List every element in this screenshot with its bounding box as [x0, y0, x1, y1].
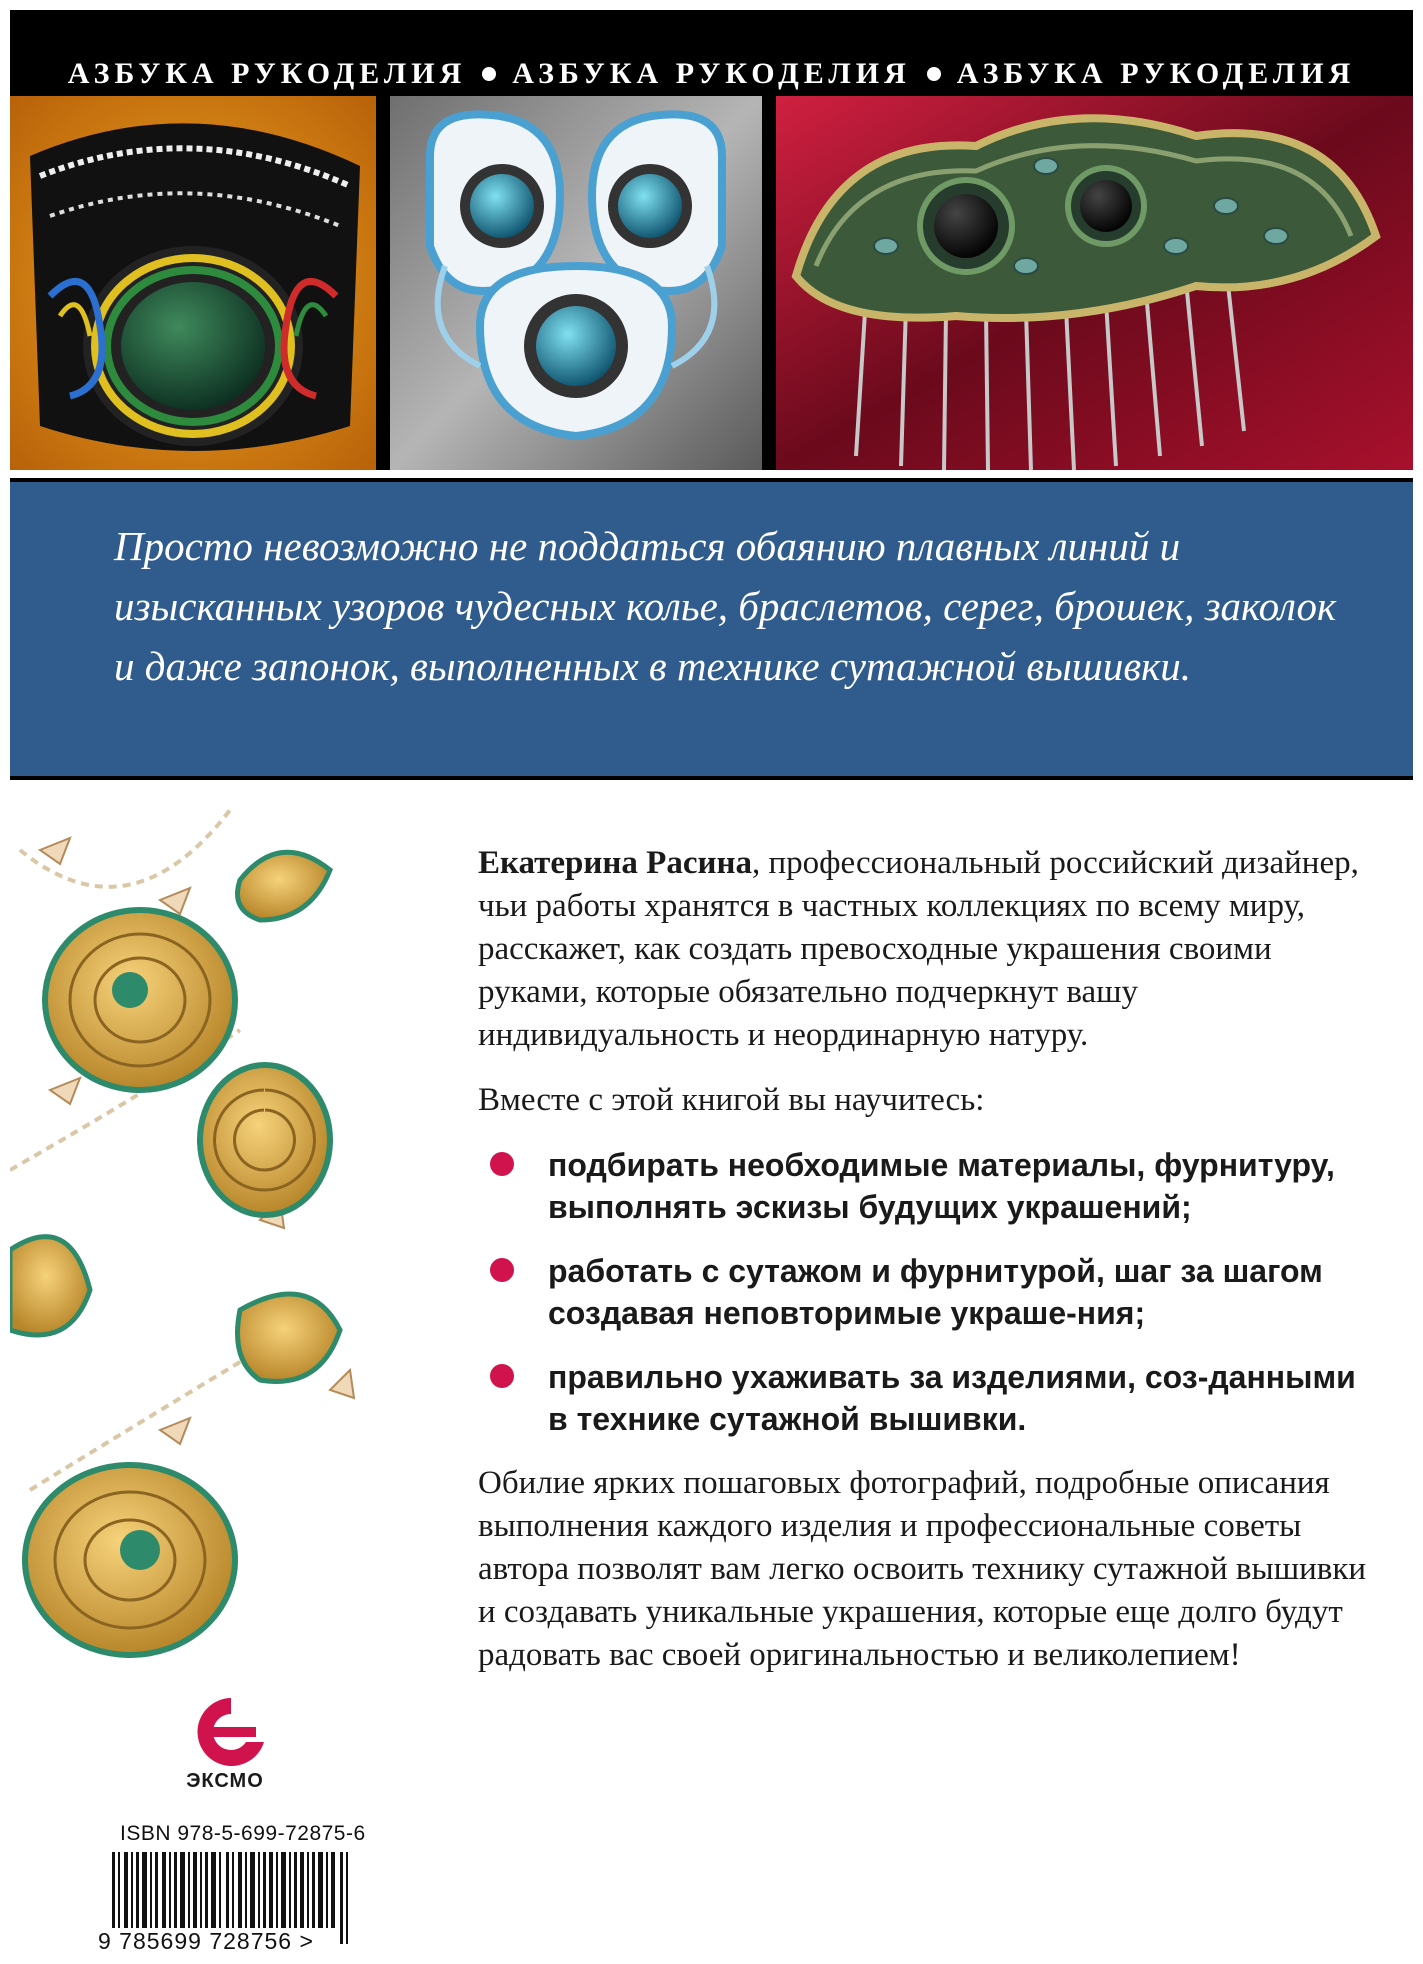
author-paragraph — [478, 842, 1378, 1057]
series-title-1: АЗБУКА РУКОДЕЛИЯ — [67, 57, 467, 90]
eksmo-logo-icon — [176, 1692, 286, 1812]
list-item: работать с сутажом и фурнитурой, шаг за шагом создавая неповторимые украше-ния; — [478, 1250, 1378, 1334]
author-name: Екатерина Расина — [478, 845, 752, 881]
cover-photo-row — [10, 96, 1413, 470]
series-title-2: АЗБУКА РУКОДЕЛИЯ — [512, 57, 911, 90]
intro-line: Вместе с этой книгой вы научитесь: — [478, 1082, 985, 1118]
series-title-strip — [10, 52, 1413, 96]
bullet-dot-icon — [490, 1152, 514, 1176]
cover-quote: Просто невозможно не поддаться обаянию плавных линий и изысканных узоров чудесных колье, браслетов, серег, брошек, заколок и даже запонок, выполненных в технике сутажной вышивки. — [114, 523, 1337, 689]
list-item: правильно ухаживать за изделиями, соз-данными в технике сутажной вышивки. — [478, 1356, 1378, 1440]
bullet-dot-icon — [490, 1364, 514, 1388]
author-description: , профессиональный российский дизайнер, чьи работы хранятся в частных коллекциях по всему миру, расскажет, как создать превосходные украшения своими руками, которые обязательно подчеркнут вашу индивидуальность и неординарную натуру. — [478, 845, 1359, 1053]
list-item: подбирать необходимые материалы, фурнитуру, выполнять эскизы будущих украшений; — [478, 1144, 1378, 1228]
barcode-digits: 9 785699 728756 > — [98, 1928, 314, 1954]
brooch-photo — [390, 96, 762, 470]
soutache-necklace-photo — [10, 790, 430, 1670]
skills-list — [478, 1144, 1378, 1440]
description-text — [478, 842, 1378, 1699]
bullet-dot-icon — [490, 1258, 514, 1282]
separator-dot-icon — [927, 67, 941, 81]
bracelet-photo — [10, 96, 376, 470]
separator-dot-icon — [482, 67, 496, 81]
hair-comb-photo — [776, 96, 1413, 470]
closing-paragraph: Обилие ярких пошаговых фотографий, подробные описания выполнения каждого изделия и профессиональные советы автора позволят вам легко освоить технику сутажной вышивки и создавать уникальные украшения, которые еще долго будут радовать вас своей оригинальностью и великолепием! — [478, 1465, 1367, 1673]
isbn-label: ISBN 978-5-699-72875-6 — [120, 1822, 366, 1845]
series-title-3: АЗБУКА РУКОДЕЛИЯ — [956, 57, 1356, 90]
quote-band — [10, 478, 1413, 780]
publisher-name: ЭКСМО — [186, 1770, 264, 1792]
